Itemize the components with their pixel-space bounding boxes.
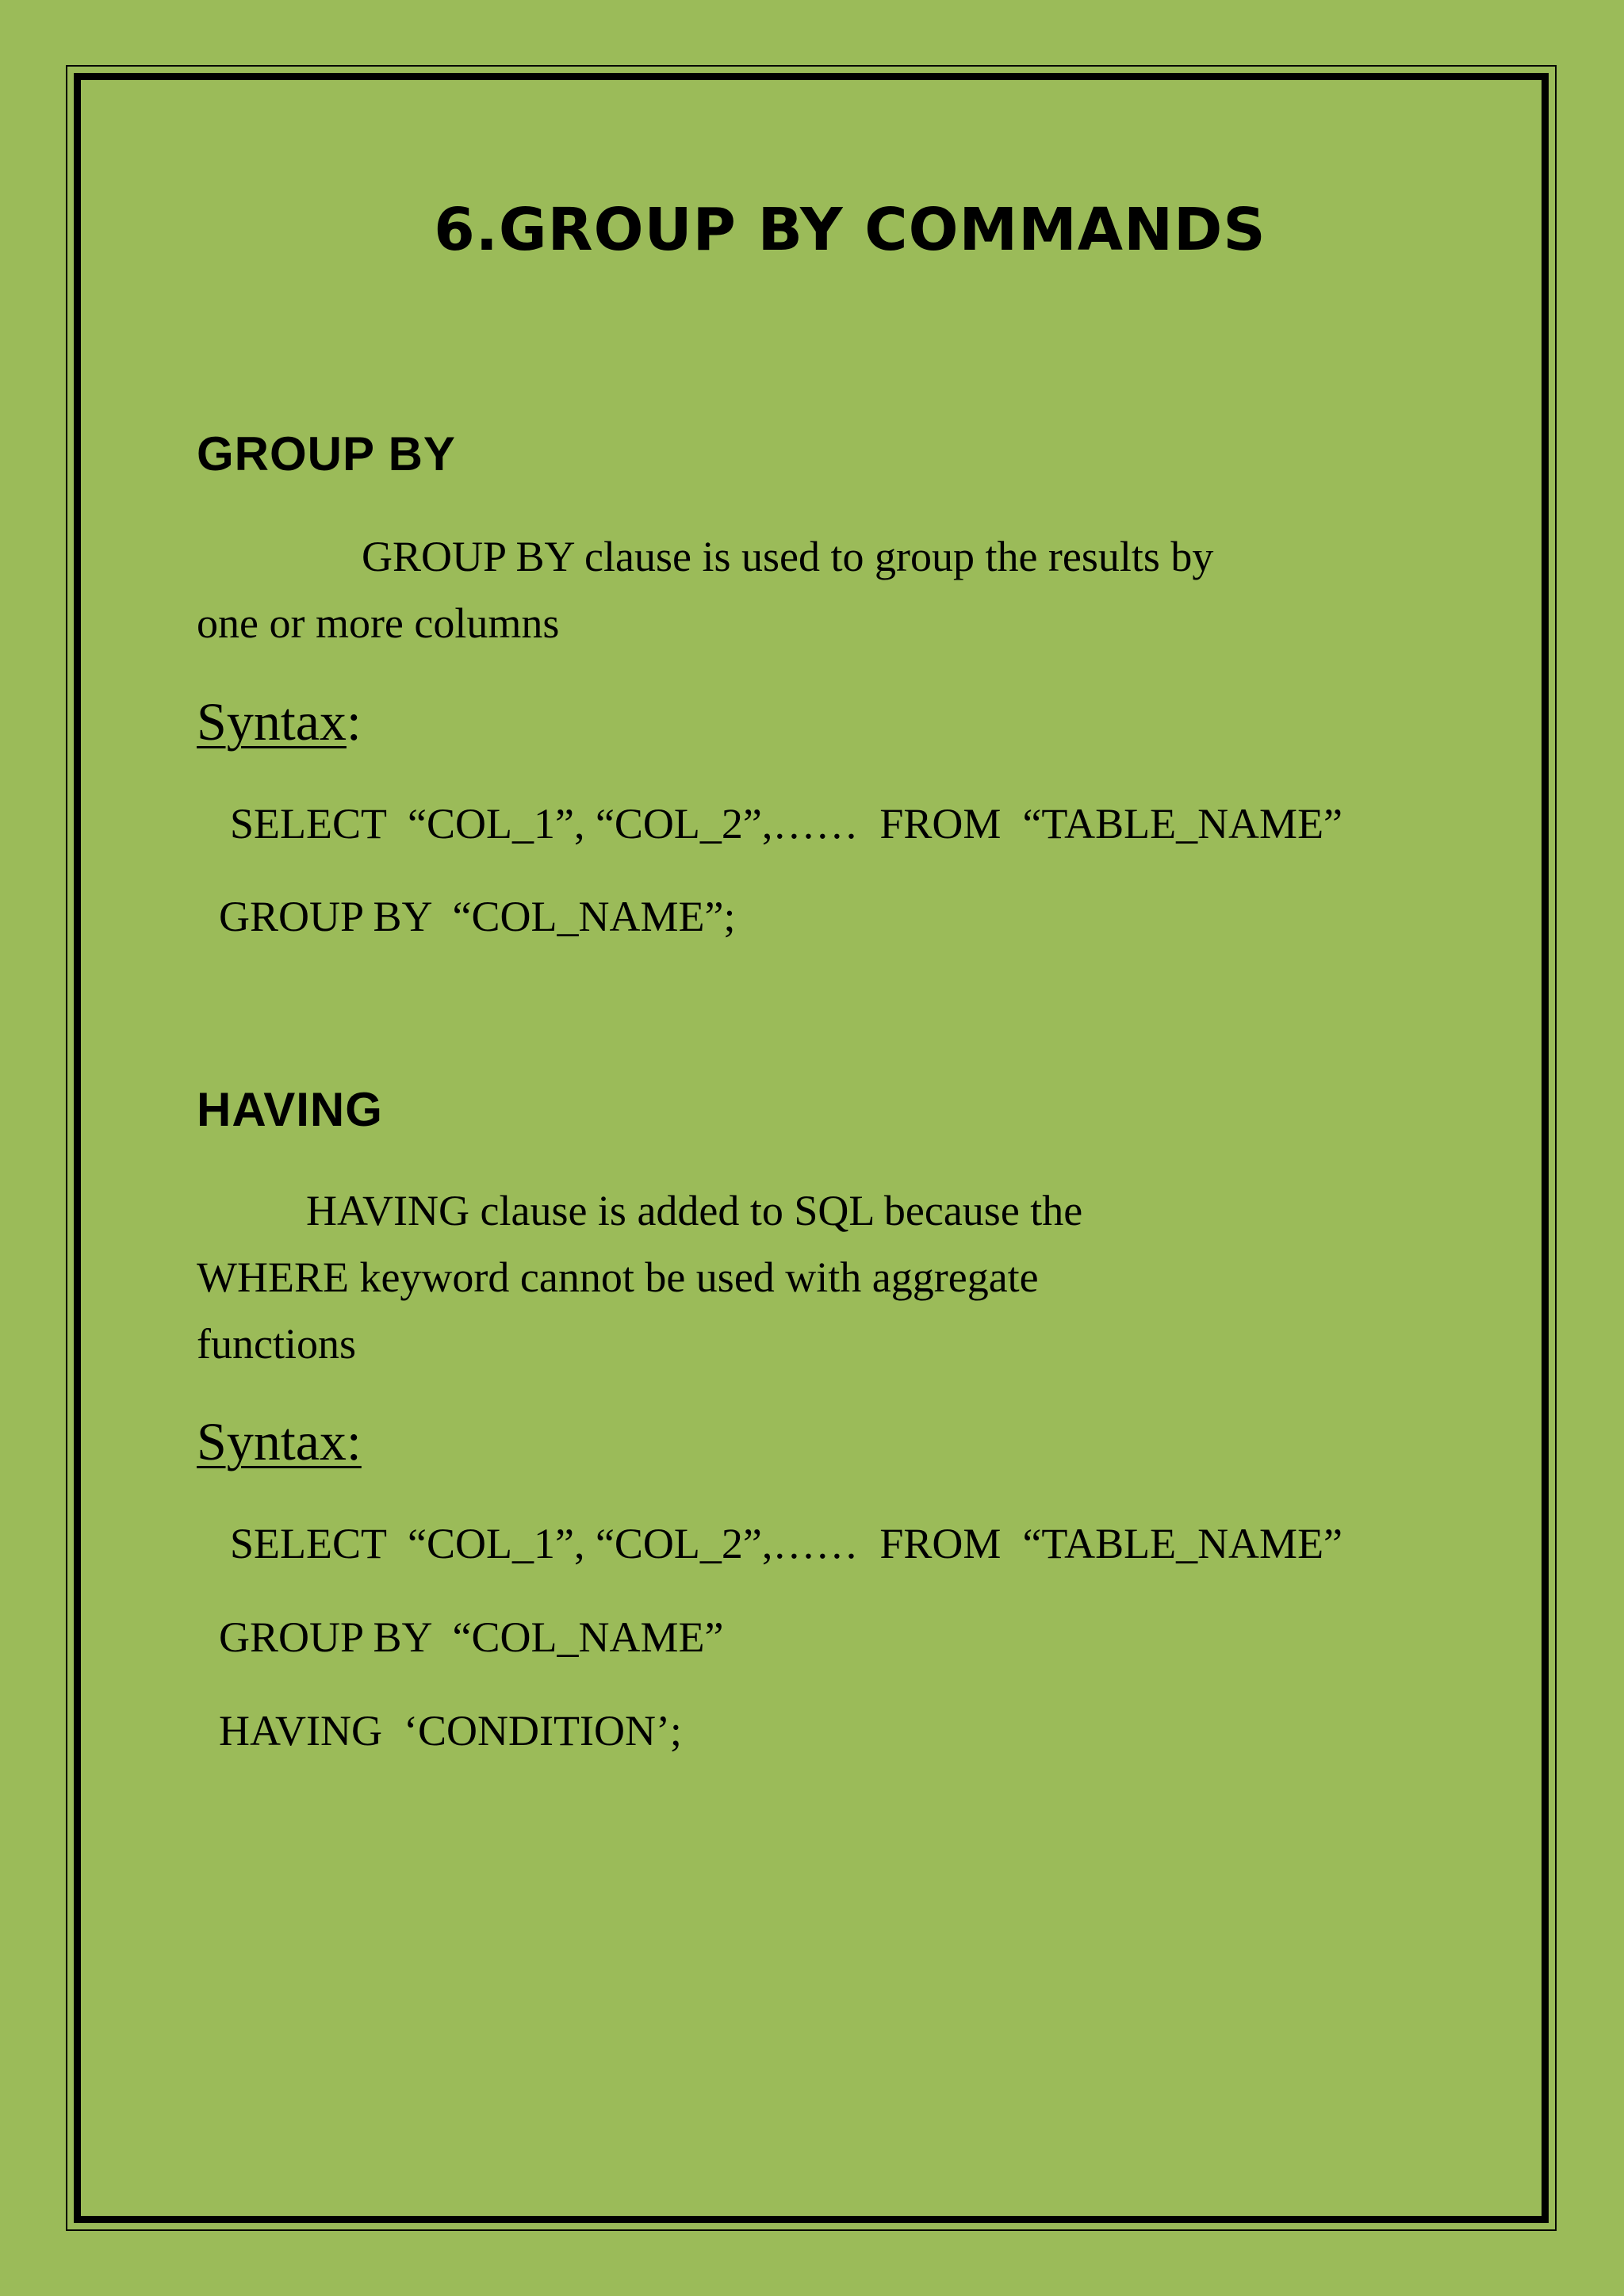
having-syntax-label xyxy=(197,1410,362,1473)
section-heading-having: HAVING xyxy=(197,1083,383,1136)
page-title: 6.GROUP BY COMMANDS xyxy=(434,196,1266,264)
having-syntax-line-3: HAVING ‘CONDITION’; xyxy=(219,1707,682,1755)
having-syntax-line-2: GROUP BY “COL_NAME” xyxy=(219,1613,724,1661)
having-description xyxy=(197,1177,1386,1377)
group-by-syntax-colon: : xyxy=(346,691,362,752)
group-by-syntax-label-text: Syntax xyxy=(197,691,347,752)
having-description-line-1: HAVING clause is added to SQL because the xyxy=(306,1187,1083,1234)
having-description-line-3: functions xyxy=(197,1320,356,1368)
group-by-description-line-1: GROUP BY clause is used to group the results by xyxy=(362,533,1214,580)
group-by-syntax-line-2: GROUP BY “COL_NAME”; xyxy=(219,893,736,940)
having-syntax-line-1: SELECT “COL_1”, “COL_2”,…… FROM “TABLE_NAME” xyxy=(230,1520,1343,1567)
page-border-inner xyxy=(74,73,1549,2223)
group-by-description xyxy=(197,523,1386,656)
group-by-description-line-2: one or more columns xyxy=(197,599,560,647)
group-by-syntax-line-1: SELECT “COL_1”, “COL_2”,…… FROM “TABLE_NAME” xyxy=(230,800,1343,848)
section-heading-group-by: GROUP BY xyxy=(197,427,456,480)
having-description-line-2: WHERE keyword cannot be used with aggregate xyxy=(197,1253,1039,1301)
group-by-syntax-label xyxy=(197,690,362,753)
having-syntax-label-text: Syntax: xyxy=(197,1411,362,1471)
